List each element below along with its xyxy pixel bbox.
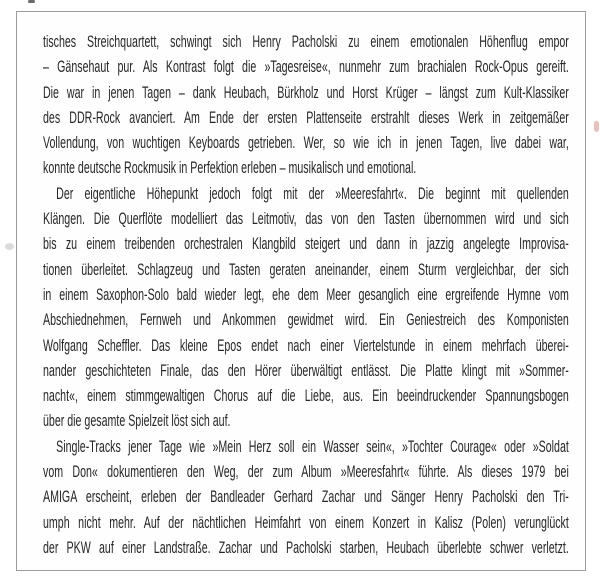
text-line: vom Don« dokumentieren den Weg, der zum Album »Meeresfahrt« führte. Als dieses 1979 bei <box>43 462 569 482</box>
text-line: Abschiednehmen, Fernweh und Ankommen gewidmet wird. Ein Geniestreich des Komponisten <box>43 310 569 330</box>
text-line: umph nicht mehr. Auf der nächtlichen Heimfahrt von einem Konzert in Kalisz (Polen) verunglückt <box>43 512 569 532</box>
text-line: über die gesamte Spielzeit löst sich auf. <box>43 411 231 431</box>
text-line: Vollendung, von wuchtigen Keyboards getrieben. Wer, so wie ich in jenen Tagen, live dabei war, <box>43 133 569 153</box>
text-line: tionen überleitet. Schlagzeug und Tasten geraten aneinander, einem Sturm vergleichbar, der sich <box>43 259 569 279</box>
text-line: AMIGA erscheint, erleben der Bandleader Gerhard Zachar und Sänger Henry Pacholski den Tri- <box>43 487 569 507</box>
paragraph-3 <box>43 434 569 560</box>
text-line: tisches Streichquartett, schwingt sich Henry Pacholski zu einem emotionalen Höhenflug empor <box>43 32 569 51</box>
text-line: in einem Saxophon-Solo bald wieder legt, ehe dem Meer gesanglich eine ergreifende Hymne vom <box>43 284 569 304</box>
text-line: Der eigentliche Höhepunkt jedoch folgt mit der »Meeresfahrt«. Die beginnt mit quellenden <box>56 183 569 203</box>
scan-artifact-mark <box>594 121 599 132</box>
text-line: nander geschichteten Finale, das den Hörer überwältigt entlässt. Die Platte klingt mit »Sommer- <box>43 360 569 380</box>
paragraph-2 <box>43 181 569 434</box>
text-line: Klängen. Die Querflöte modelliert das Leitmotiv, das von den Tasten übernommen wird und sich <box>43 209 569 229</box>
page-frame <box>16 11 586 571</box>
text-line: nacht«, einem stimmgewaltigen Chorus auf die Liebe, aus. Ein beeindruckender Spannungsbogen <box>43 386 569 406</box>
text-line: konnte deutsche Rockmusik in Perfektion erleben – musikalisch und emotional. <box>43 158 417 178</box>
text-block <box>43 29 569 560</box>
scan-artifact-smudge <box>5 243 14 250</box>
text-line: bis zu einem treibenden orchestralen Klangbild steigert und dann in jazzig angelegte Improvisa- <box>43 234 569 254</box>
text-line: der PKW auf einer Landstraße. Zachar und Pacholski starben, Heubach überlebte schwer verletzt. <box>43 537 569 557</box>
text-line: Single-Tracks jener Tage wie »Mein Herz soll ein Wasser sein«, »Tochter Courage« oder »Soldat <box>56 436 569 456</box>
paragraph-1 <box>43 29 569 181</box>
text-line: Die war in jenen Tagen – dank Heubach, Bürkholz und Horst Krüger – längst zum Kult-Klassiker <box>43 82 569 102</box>
text-line: des DDR-Rock avanciert. Am Ende der ersten Plattenseite erstrahlt dieses Werk in zeitgemäßer <box>43 107 569 127</box>
text-line: – Gänsehaut pur. Als Kontrast folgt die »Tagesreise«, nunmehr zum brachialen Rock-Opus gereift. <box>43 57 569 77</box>
text-line: Wolfgang Scheffler. Das kleine Epos endet nach einer Viertelstunde in einem mehrfach überei- <box>43 335 569 355</box>
scan-artifact-speck <box>28 0 35 3</box>
